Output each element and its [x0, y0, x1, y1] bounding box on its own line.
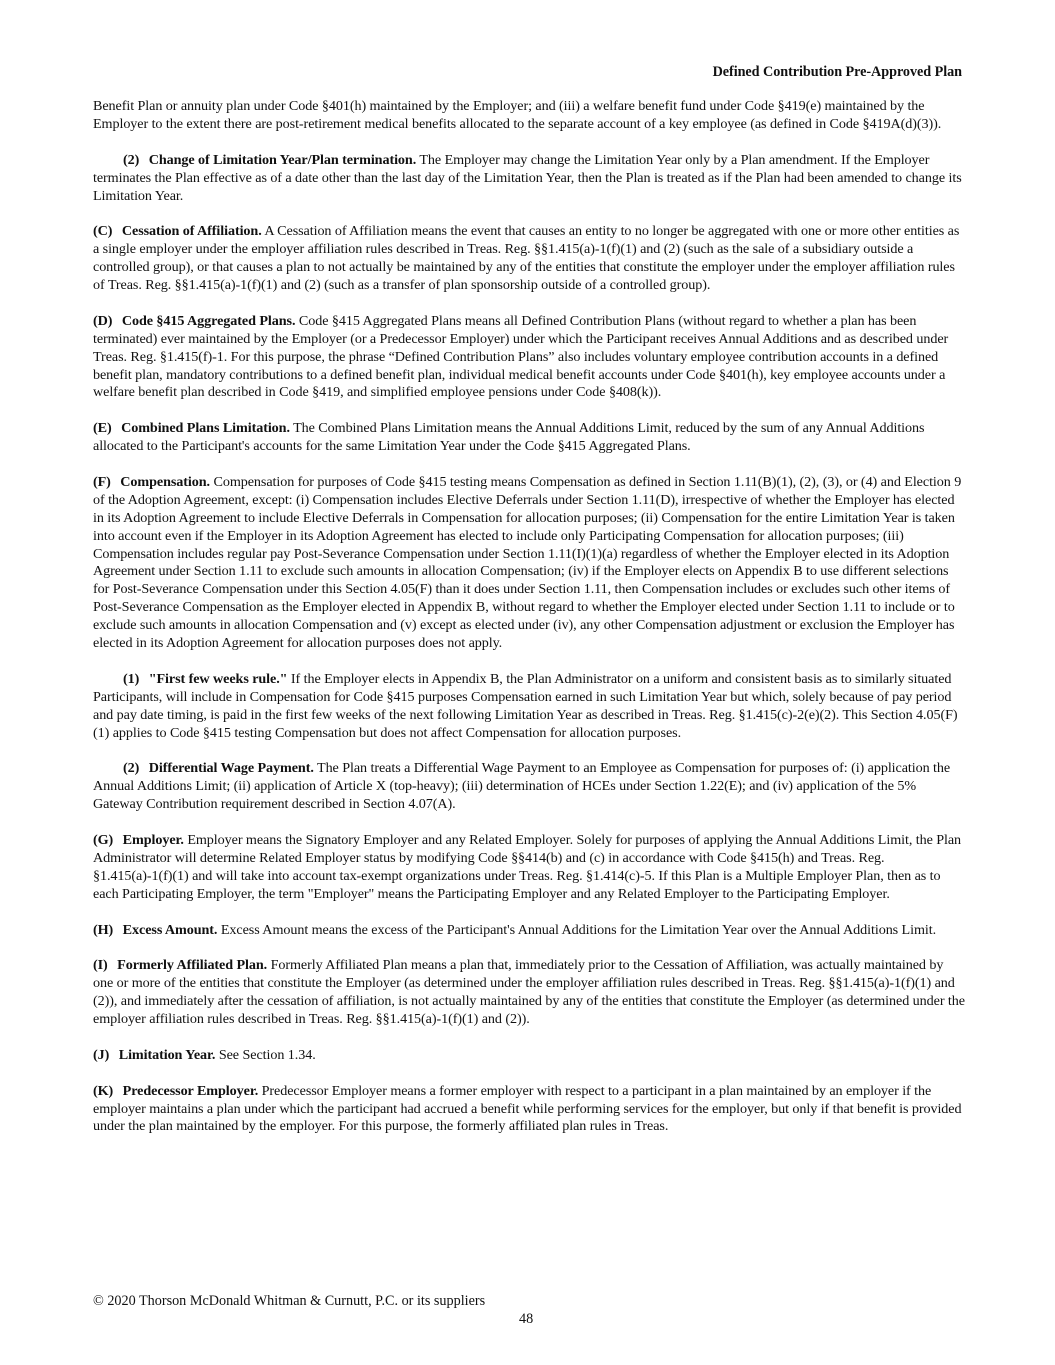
section-heading — [93, 223, 262, 239]
paragraph-text: Excess Amount means the excess of the Participant's Annual Additions for the Limitation Year over the Annual Additions Limit. — [217, 921, 937, 938]
section-title: Combined Plans Limitation. — [121, 420, 290, 437]
subsection-number: (1) — [123, 670, 140, 687]
section-letter: (C) — [93, 223, 113, 240]
subsection-number: (2) — [123, 151, 140, 168]
subsection-title: Change of Limitation Year/Plan termination. — [148, 151, 417, 168]
document-body — [93, 98, 965, 1154]
section-letter: (E) — [93, 420, 112, 437]
section-heading — [93, 420, 290, 436]
section-heading — [93, 957, 267, 973]
section-letter: (G) — [93, 832, 114, 849]
subsection-differential-wage-payment — [93, 760, 965, 814]
paragraph-text: The Employer may change the Limitation Year only by a Plan amendment. If the Employer terminates the Plan effective as of a date other than the last day of the Limitation Year, then the Plan is treated as if the Plan had been amended to change its Limitation Year. — [93, 151, 962, 204]
paragraph-text: See Section 1.34. — [215, 1046, 316, 1063]
section-title: Compensation. — [120, 473, 211, 490]
paragraph-text: Compensation for purposes of Code §415 testing means Compensation as defined in Section 1.11(B)(1), (2), (3), or (4) and Election 9 of the Adoption Agreement, except: (i) Compensation includes Elective Deferrals under Section 1.11(D), irrespective of whether the Employer has elected in its Adoption Agreement to include Elective Deferrals in Compensation for allocation purposes; (ii) Compensation for the entire Limitation Year is taken into account even if the Employer in its Adoption Agreement has elected to include only Participating Compensation for allocation purposes; (iii) Compensation includes regular pay Post-Severance Compensation under Section 1.11(I)(1)(a) regardless of whether the Employer elected in its Adoption Agreement under Section 1.11 to exclude such amounts in allocation Compensation; (iv) if the Employer elects on Appendix B to use different selections for Post-Severance Compensation under this Section 4.05(F) than it does under Section 1.11, then Compensation includes or excludes such other items of Post-Severance Compensation as the Employer elected in Appendix B, without regard to whether the Employer elected under Section 1.11 to include or to exclude such amounts in allocation Compensation and (v) except as elected under (iv), any other Compensation adjustment or exclusion the Employer has elected in its Adoption Agreement for allocation purposes does not apply. — [93, 473, 962, 652]
paragraph-text: The Plan treats a Differential Wage Payment to an Employee as Compensation for purposes of: (i) application the Annual Additions Limit; (ii) application of Article X (top-heavy); (iii) determination of HCEs under Section 1.22(E); and (iv) application of the 5% Gateway Contribution requirement described in Section 4.07(A). — [93, 760, 951, 813]
paragraph-text: Formerly Affiliated Plan means a plan that, immediately prior to the Cessation of Affiliation, was actually maintained by one or more of the entities that constitute the Employer (as determined under the employer affiliation rules described in Treas. Reg. §§1.415(a)-1(f)(1) and (2)), and immediately after the cessation of affiliation, is not actually maintained by any of the entities that constitute the Employer (as determined under the employer affiliation rules described in Treas. Reg. §§1.415(a)-1(f)(1) and (2)). — [93, 957, 965, 1028]
section-letter: (H) — [93, 921, 114, 938]
section-title: Code §415 Aggregated Plans. — [121, 312, 296, 329]
paragraph-text: Benefit Plan or annuity plan under Code §401(h) maintained by the Employer; and (iii) a welfare benefit fund under Code §419(e) maintained by the Employer to the extent there are post-retirement medical benefits allocated to the separate account of a key employee (as defined in Code §419A(d)(3)). — [93, 98, 942, 132]
section-formerly-affiliated-plan — [93, 957, 965, 1029]
section-title: Limitation Year. — [118, 1046, 216, 1063]
section-limitation-year — [93, 1047, 965, 1065]
section-title: Excess Amount. — [122, 921, 218, 938]
section-heading — [93, 1047, 215, 1063]
section-excess-amount — [93, 922, 965, 940]
subsection-title: "First few weeks rule." — [148, 670, 288, 687]
section-heading — [93, 1083, 258, 1099]
subsection-change-of-limitation-year — [93, 152, 965, 206]
section-predecessor-employer — [93, 1083, 965, 1137]
paragraph-text: Predecessor Employer means a former employer with respect to a participant in a plan maintained by an employer if the employer maintains a plan under which the participant had accrued a benefit while performing services for the employer, but only if that benefit is provided under the plan maintained by the employer. For this purpose, the formerly affiliated plan rules in Treas. — [93, 1082, 962, 1135]
paragraph-text: The Combined Plans Limitation means the Annual Additions Limit, reduced by the sum of any Annual Additions allocated to the Participant's accounts for the same Limitation Year under the Code §415 Aggregated Plans. — [93, 420, 925, 455]
section-title: Cessation of Affiliation. — [121, 223, 262, 240]
section-title: Employer. — [122, 832, 184, 849]
section-cessation-of-affiliation — [93, 223, 965, 295]
paragraph-text: If the Employer elects in Appendix B, the Plan Administrator on a uniform and consistent basis as to similarly situated Participants, will include in Compensation for Code §415 purposes Compensation earned in such Limitation Year but which, solely because of pay period and pay date timing, is paid in the first few weeks of the next following Limitation Year as described in Treas. Reg. §1.415(c)-2(e)(2). This Section 4.05(F)(1) applies to Code §415 testing Compensation but does not affect Compensation for allocation purposes. — [93, 670, 958, 741]
subsection-heading — [123, 671, 287, 687]
section-code-415-aggregated-plans — [93, 313, 965, 403]
running-header-title: Defined Contribution Pre-Approved Plan — [712, 64, 962, 80]
section-letter: (I) — [93, 957, 108, 974]
section-letter: (D) — [93, 312, 113, 329]
section-title: Predecessor Employer. — [122, 1082, 259, 1099]
page-number: 48 — [519, 1311, 534, 1327]
section-combined-plans-limitation — [93, 420, 965, 456]
subsection-heading — [123, 760, 314, 776]
paragraph-text: Code §415 Aggregated Plans means all Defined Contribution Plans (without regard to whether a plan has been terminated) ever maintained by the Employer (or a Predecessor Employer) under which the Participant receives Annual Additions and as described under Treas. Reg. §1.415(f)-1. For this purpose, the phrase “Defined Contribution Plans” also includes voluntary employee contribution accounts in a defined benefit plan, mandatory contributions to a defined benefit plan, individual medical benefit accounts under Code §401(h), key employee accounts under a welfare benefit plan described in Code §419, and simplified employee pensions under Code §408(k)). — [93, 312, 949, 401]
section-heading — [93, 832, 184, 848]
section-heading — [93, 474, 210, 490]
section-letter: (F) — [93, 473, 111, 490]
paragraph-text: A Cessation of Affiliation means the event that causes an entity to no longer be aggregated with one or more other entities as a single employer under the employer affiliation rules described in Treas. Reg. §§1.415(a)-1(f)(1) and (2) (such as the sale of a subsidiary outside a controlled group), or that causes a plan to not actually be maintained by any of the entities that constitute the employer under the employer affiliation rules of Treas. Reg. §§1.415(a)-1(f)(1) and (2) (such as a transfer of plan sponsorship outside of a controlled group). — [93, 223, 960, 294]
subsection-number: (2) — [123, 760, 140, 777]
paragraph-text: Employer means the Signatory Employer and any Related Employer. Solely for purposes of applying the Annual Additions Limit, the Plan Administrator will determine Related Employer status by modifying Code §§414(b) and (c) in accordance with Code §415(h) and Treas. Reg. §1.415(a)-1(f)(1) and will take into account tax-exempt organizations under Treas. Reg. §1.414(c)-5. If this Plan is a Multiple Employer Plan, then as to each Participating Employer, the term "Employer" means the Participating Employer and any Related Employer to the Participating Employer. — [93, 832, 962, 902]
section-heading — [93, 313, 295, 329]
section-employer — [93, 832, 965, 904]
section-heading — [93, 922, 217, 938]
footer-copyright: © 2020 Thorson McDonald Whitman & Curnutt, P.C. or its suppliers — [93, 1293, 486, 1309]
subsection-first-few-weeks-rule — [93, 671, 965, 743]
section-title: Formerly Affiliated Plan. — [117, 957, 268, 974]
subsection-heading — [123, 152, 416, 168]
section-letter: (J) — [93, 1046, 110, 1063]
subsection-title: Differential Wage Payment. — [148, 760, 314, 777]
paragraph-continuation — [93, 98, 965, 134]
section-letter: (K) — [93, 1082, 114, 1099]
section-compensation — [93, 474, 965, 653]
